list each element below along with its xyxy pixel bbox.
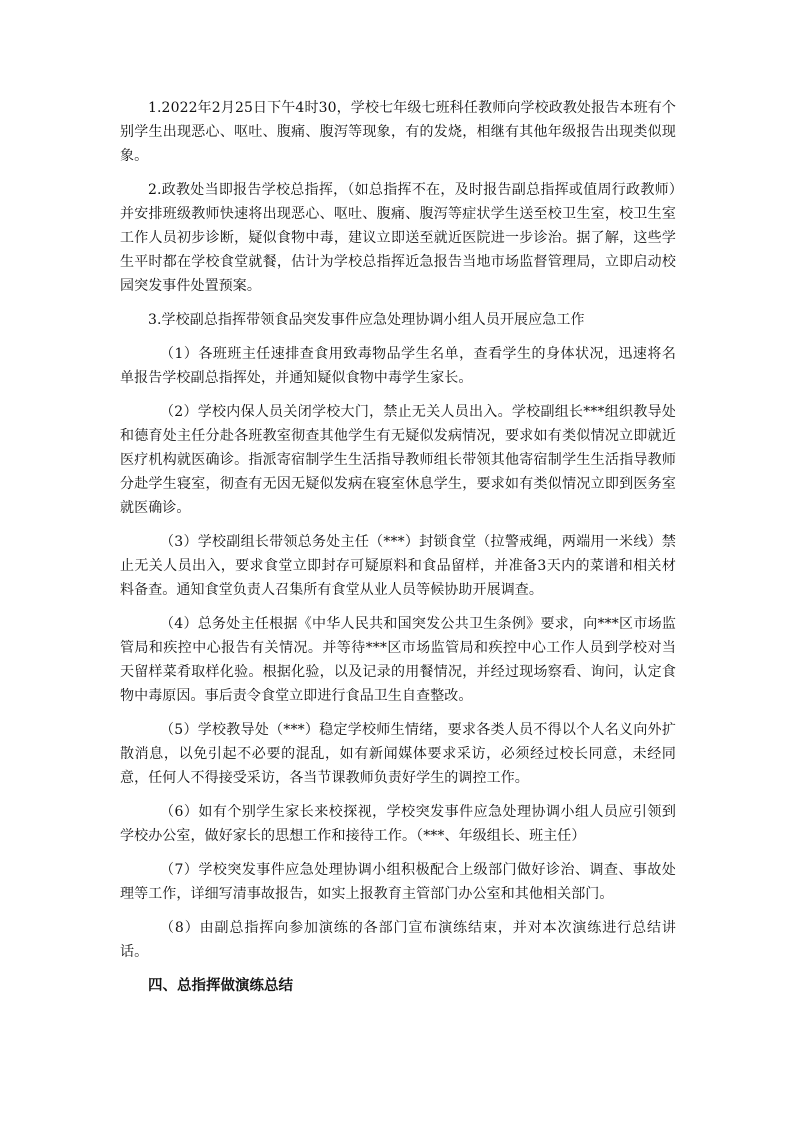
paragraph-1: 1.2022年2月25日下午4时30，学校七年级七班科任教师向学校政教处报告本班有个别学生出现恶心、呕吐、腹痛、腹泻等现象，有的发烧，相继有其他年级报告出现类似现象。 — [120, 100, 676, 164]
paragraph-2: 2.政教处当即报告学校总指挥，（如总指挥不在，及时报告副总指挥或值周行政教师）并安排班级教师快速将出现恶心、呕吐、腹痛、腹泻等症状学生送至校卫生室，校卫生室工作人员初步诊断，疑似食物中毒，建议立即送至就近医院进一步诊治。据了解，这些学生平时都在学校食堂就餐，估计为学校总指挥近急报告当地市场监督管理局，立即启动校园突发事件处置预案。 — [120, 182, 676, 294]
section-heading: 四、总指挥做演练总结 — [148, 977, 293, 994]
list-item: （7）学校突发事件应急处理协调小组积极配合上级部门做好诊治、调查、事故处理等工作，详细写清事故报告，如实上报教育主管部门办公室和其他相关部门。 — [120, 862, 676, 902]
paragraph-3: 3.学校副总指挥带领食品突发事件应急处理协调小组人员开展应急工作 — [148, 312, 585, 328]
list-item: （2）学校内保人员关闭学校大门，禁止无关人员出入。学校副组长***组织教导处和德育处主任分赴各班教室彻查其他学生有无疑似发病情况，要求如有类似情况立即就近医疗机构就医确诊。指派寄宿制学生生活指导教师组长带领其他寄宿制学生生活指导教师分赴学生寝室，彻查有无因无疑似发病在寝室休息学生，要求如有类似情况立即到医务室就医确诊。 — [120, 404, 676, 516]
list-item: （8）由副总指挥向参加演练的各部门宣布演练结束，并对本次演练进行总结讲话。 — [120, 920, 676, 960]
list-item: （5）学校教导处（***）稳定学校师生情绪，要求各类人员不得以个人名义向外扩散消息，以免引起不必要的混乱，如有新闻媒体要求采访，必须经过校长同意，未经同意，任何人不得接受采访，各当节课教师负责好学生的调控工作。 — [120, 722, 676, 786]
list-item: （3）学校副组长带领总务处主任（***）封锁食堂（拉警戒绳，两端用一米线）禁止无关人员出入，要求食堂立即封存可疑原料和食品留样，并准备3天内的菜谱和相关材料备查。通知食堂负责人召集所有食堂从业人员等候协助开展调查。 — [120, 534, 676, 598]
document-body — [120, 96, 676, 998]
list-item: （1）各班班主任速排查食用致毒物品学生名单，查看学生的身体状况，迅速将名单报告学校副总指挥处，并通知疑似食物中毒学生家长。 — [120, 346, 676, 386]
list-item: （6）如有个别学生家长来校探视，学校突发事件应急处理协调小组人员应引领到学校办公室，做好家长的思想工作和接待工作。（***、年级组长、班主任） — [120, 804, 676, 844]
list-item: （4）总务处主任根据《中华人民共和国突发公共卫生条例》要求，向***区市场监管局和疾控中心报告有关情况。并等待***区市场监管局和疾控中心工作人员到学校对当天留样菜肴取样化验。根据化验，以及记录的用餐情况，并经过现场察看、询问，认定食物中毒原因。事后责令食堂立即进行食品卫生自查整改。 — [120, 616, 676, 704]
